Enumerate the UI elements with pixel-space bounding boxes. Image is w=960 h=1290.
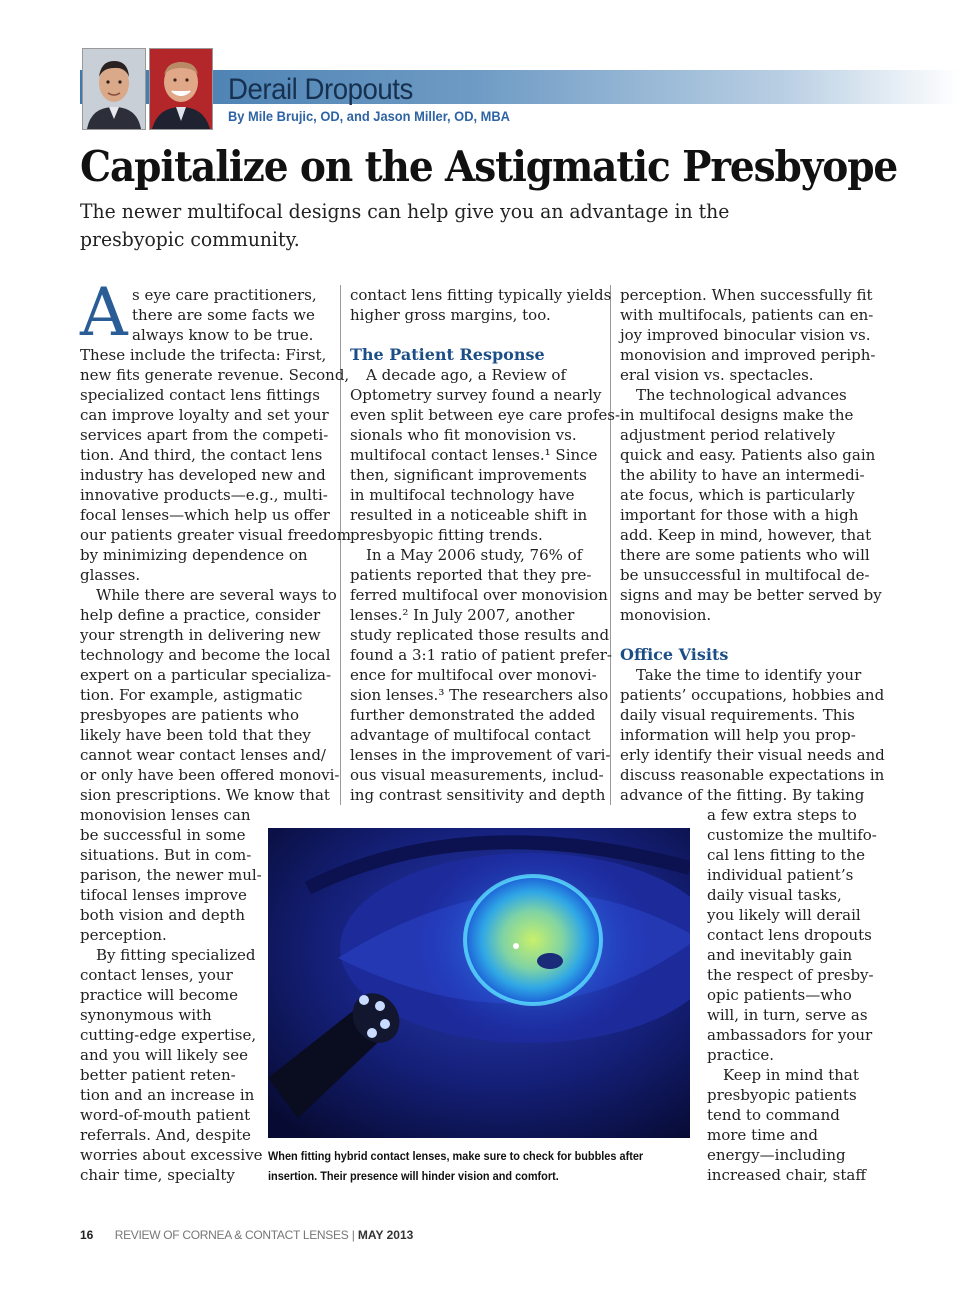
text-line: higher gross margins, too. [350, 306, 551, 324]
text-line: presbyopes are patients who [80, 706, 300, 724]
text-line: Keep in mind that [723, 1066, 859, 1084]
text-line: there are some facts we [132, 306, 315, 324]
text-line: expert on a particular specializa- [80, 666, 332, 684]
text-line [620, 625, 885, 645]
page-footer [80, 1228, 413, 1242]
text-line: ing contrast sensitivity and depth [350, 786, 606, 804]
text-line: better patient reten- [80, 1066, 236, 1084]
text-line: referrals. And, despite [80, 1126, 251, 1144]
headline: Capitalize on the Astigmatic Presbyope [80, 142, 898, 191]
text-line: lenses.² In July 2007, another [350, 606, 575, 624]
byline: By Mile Brujic, OD, and Jason Miller, OD, MBA [228, 108, 510, 124]
text-line: found a 3:1 ratio of patient prefer- [350, 646, 613, 664]
text-line: perception. [80, 926, 167, 944]
text-line: In a May 2006 study, 76% of [366, 546, 583, 564]
text-line: lenses in the improvement of vari- [350, 746, 611, 764]
text-line: Optometry survey found a nearly [350, 386, 602, 404]
text-line: the ability to have an intermedi- [620, 466, 865, 484]
text-line: then, significant improvements [350, 466, 587, 484]
text-line: practice will become [80, 986, 238, 1004]
text-line: eral vision vs. spectacles. [620, 366, 814, 384]
text-line: there are some patients who will [620, 546, 870, 564]
text-line: monovision lenses can [80, 806, 251, 824]
text-line: advance of the fitting. By taking [620, 786, 865, 804]
text-line: contact lens dropouts [707, 926, 872, 944]
text-line: study replicated those results and [350, 626, 610, 644]
text-line: ambassadors for your [707, 1026, 873, 1044]
text-line: tion. For example, astigmatic [80, 686, 303, 704]
column-1-text [80, 285, 351, 805]
publication-name: REVIEW OF CORNEA & CONTACT LENSES [114, 1228, 349, 1242]
text-line: information will help you prop- [620, 726, 856, 744]
text-line: services apart from the competi- [80, 426, 329, 444]
text-line: individual patient’s [707, 866, 854, 884]
text-line: or only have been offered monovi- [80, 766, 340, 784]
text-line: cal lens fitting to the [707, 846, 865, 864]
text-line: always know to be true. [132, 326, 314, 344]
text-line: in multifocal designs make the [620, 406, 854, 424]
text-line: ferred multifocal over monovision [350, 586, 608, 604]
text-line: daily visual tasks, [707, 886, 842, 904]
text-line: worries about excessive [80, 1146, 263, 1164]
text-line: and inevitably gain [707, 946, 853, 964]
text-line: perception. When successfully fit [620, 286, 873, 304]
text-line: adjustment period relatively [620, 426, 836, 444]
column-title: Derail Dropouts [228, 73, 413, 106]
column-3-text [620, 285, 885, 805]
issue-date: MAY 2013 [357, 1228, 414, 1242]
text-line: innovative products—e.g., multi- [80, 486, 328, 504]
text-line: multifocal contact lenses.¹ Since [350, 446, 598, 464]
drop-cap: A [80, 274, 128, 351]
text-line: you likely will derail [707, 906, 861, 924]
text-line: chair time, specialty [80, 1166, 235, 1184]
text-line: with multifocals, patients can en- [620, 306, 874, 324]
text-line: tion. And third, the contact lens [80, 446, 323, 464]
footer-separator: | [351, 1228, 355, 1242]
text-line: be successful in some [80, 826, 246, 844]
author-photo-brujic [82, 48, 146, 130]
text-line: ence for multifocal over monovi- [350, 666, 597, 684]
text-line: The technological advances [636, 386, 847, 404]
text-line: customize the multifo- [707, 826, 877, 844]
text-line: sion prescriptions. We know that [80, 786, 330, 804]
text-line: your strength in delivering new [80, 626, 321, 644]
text-line: While there are several ways to [96, 586, 337, 604]
text-line: A decade ago, a Review of [366, 366, 567, 384]
text-line: patients’ occupations, hobbies and [620, 686, 885, 704]
text-line: both vision and depth [80, 906, 246, 924]
text-line: tend to command [707, 1106, 840, 1124]
text-line: glasses. [80, 566, 141, 584]
text-line: tifocal lenses improve [80, 886, 247, 904]
text-line: discuss reasonable expectations in [620, 766, 885, 784]
text-line: the respect of presby- [707, 966, 874, 984]
text-line: ate focus, which is particularly [620, 486, 855, 504]
text-line: can improve loyalty and set your [80, 406, 329, 424]
text-line: practice. [707, 1046, 774, 1064]
text-line: joy improved binocular vision vs. [620, 326, 871, 344]
text-line: situations. But in com- [80, 846, 252, 864]
text-line: daily visual requirements. This [620, 706, 855, 724]
text-line: our patients greater visual freedom [80, 526, 351, 544]
text-line: quick and easy. Patients also gain [620, 446, 876, 464]
text-line: contact lens fitting typically yields [350, 286, 612, 304]
subhead-office-visits: Office Visits [620, 645, 729, 664]
text-line: and you will likely see [80, 1046, 248, 1064]
text-line: ous visual measurements, includ- [350, 766, 604, 784]
text-line: parison, the newer mul- [80, 866, 262, 884]
text-line: s eye care practitioners, [132, 286, 317, 304]
text-line: advantage of multifocal contact [350, 726, 591, 744]
text-line: sionals who fit monovision vs. [350, 426, 577, 444]
text-line: in multifocal technology have [350, 486, 575, 504]
text-line: technology and become the local [80, 646, 331, 664]
author-photo-miller [149, 48, 213, 130]
text-line: Take the time to identify your [636, 666, 862, 684]
text-line: will, in turn, serve as [707, 1006, 868, 1024]
column-3-continued-text [707, 805, 877, 1185]
text-line: monovision. [620, 606, 712, 624]
text-line: synonymous with [80, 1006, 212, 1024]
text-line: tion and an increase in [80, 1086, 255, 1104]
text-line: add. Keep in mind, however, that [620, 526, 872, 544]
text-line: be unsuccessful in multifocal de- [620, 566, 870, 584]
text-line: resulted in a noticeable shift in [350, 506, 588, 524]
text-line: word-of-mouth patient [80, 1106, 251, 1124]
text-line: opic patients—who [707, 986, 852, 1004]
text-line: further demonstrated the added [350, 706, 596, 724]
text-line: a few extra steps to [707, 806, 857, 824]
text-line: help define a practice, consider [80, 606, 321, 624]
photo-caption: When fitting hybrid contact lenses, make sure to check for bubbles after insertion. Their presence will hinder vision and comfort. [268, 1151, 644, 1183]
text-line: important for those with a high [620, 506, 859, 524]
text-line: sion lenses.³ The researchers also [350, 686, 609, 704]
text-line: These include the trifecta: First, [80, 346, 327, 364]
text-line: likely have been told that they [80, 726, 311, 744]
text-line: cutting-edge expertise, [80, 1026, 257, 1044]
text-line: by minimizing dependence on [80, 546, 308, 564]
text-line: monovision and improved periph- [620, 346, 876, 364]
text-line: erly identify their visual needs and [620, 746, 885, 764]
text-line: more time and [707, 1126, 818, 1144]
text-line: even split between eye care profes- [350, 406, 621, 424]
text-line: presbyopic patients [707, 1086, 857, 1104]
text-line: By fitting specialized [96, 946, 256, 964]
column-1-continued-text [80, 805, 263, 1185]
text-line: specialized contact lens fittings [80, 386, 320, 404]
page-number: 16 [80, 1228, 94, 1242]
text-line: contact lenses, your [80, 966, 233, 984]
text-line: focal lenses—which help us offer [80, 506, 330, 524]
text-line: patients reported that they pre- [350, 566, 592, 584]
column-2-text [350, 285, 620, 805]
subhead-patient-response: The Patient Response [350, 345, 545, 364]
text-line: increased chair, staff [707, 1166, 866, 1184]
text-line [350, 325, 620, 345]
text-line: cannot wear contact lenses and/ [80, 746, 326, 764]
text-line: signs and may be better served by [620, 586, 882, 604]
text-line: energy—including [707, 1146, 846, 1164]
eye-photo [268, 828, 690, 1138]
text-line: industry has developed new and [80, 466, 326, 484]
deck-subtitle: The newer multifocal designs can help give you an advantage in the presbyopic community. [80, 199, 730, 251]
text-line: presbyopic fitting trends. [350, 526, 543, 544]
text-line: new fits generate revenue. Second, [80, 366, 350, 384]
